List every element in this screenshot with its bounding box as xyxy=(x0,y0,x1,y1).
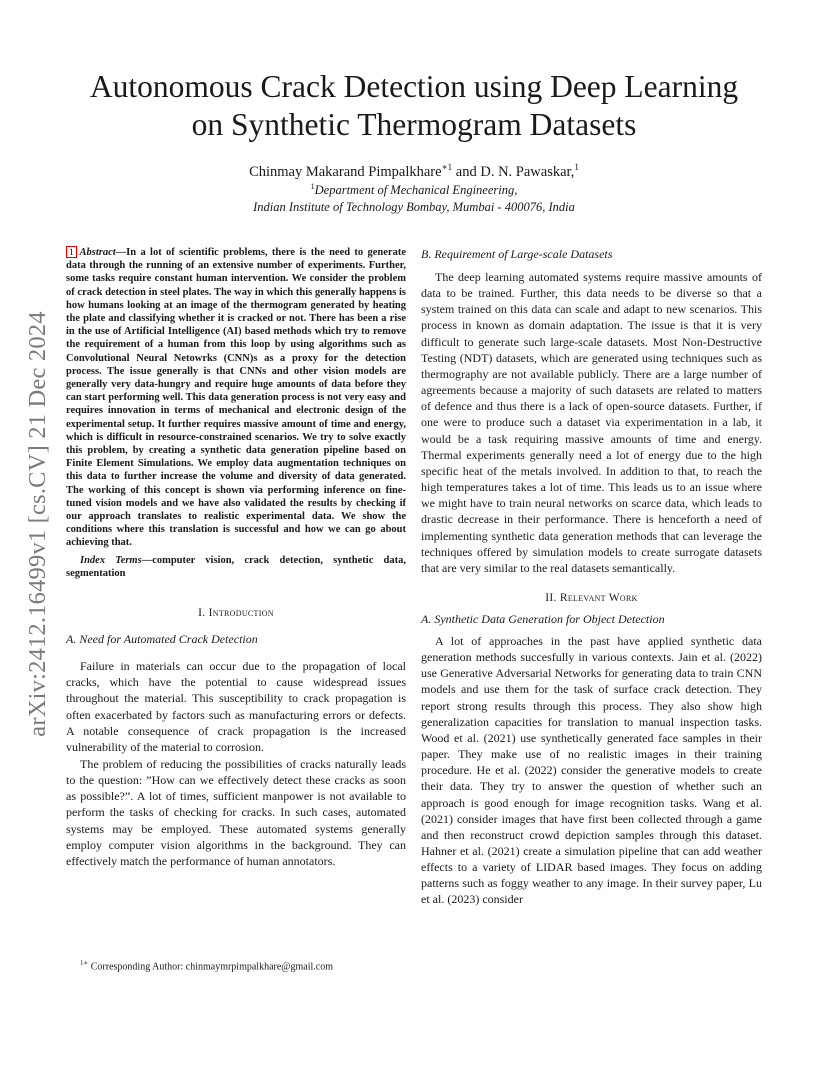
section-introduction-heading: I. Introduction xyxy=(198,607,274,620)
paragraph-intro-1: Failure in materials can occur due to the propagation of local cracks, which have the potential to cause widespread issues throughout the material. This susceptibility to crack propagation is often exacerbated by factors such as manufacturing errors or defects. A notable consequence of crack propagation is the increased vulnerability of the material to corrosion. xyxy=(66,659,406,754)
footnote xyxy=(80,959,333,972)
affiliation-line-2: Indian Institute of Technology Bombay, Mumbai - 400076, India xyxy=(253,200,575,214)
subsection-synthetic-data-heading: A. Synthetic Data Generation for Object Detection xyxy=(421,611,665,626)
author-2-name: and D. N. Pawaskar, xyxy=(452,163,575,180)
author-1-name: Chinmay Makarand Pimpalkhare xyxy=(249,163,442,180)
subsection-crack-detection-heading: A. Need for Automated Crack Detection xyxy=(66,632,258,647)
author-2-mark: 1 xyxy=(574,162,579,172)
author-line xyxy=(40,162,788,181)
abstract-text: —In a lot of scientific problems, there is the need to generate data through the running of an extensive number of experiments. Further, some tasks require constant human intervention. We consider the problem of crack detection in steel plates. The way in which this generally happens is how humans looking at an image of the thermogram generated by heating the plate and classifying whether it is cracked or not. There has been a rise in the use of Artificial Intelligence (AI) based methods which try to remove the requirement of a human from this loop by using algorithms such as Convolutional Neural Netowrks (CNN)s as a proxy for the detection process. The issue generally is that CNNs and other vision models are generally very data-hungry and require huge amounts of data before they can start performing well. This data generation process is not very easy and requires innovation in terms of mechanical and electronic design of the experimental setup. It further requires massive amount of time and energy, which is difficult in resource-constrained scenarios. We try to solve exactly this problem, by creating a synthetic data generation pipeline based on Finite Element Simulations. We employ data augmentation techniques on this data to further increase the volume and diversity of data generated. The working of this concept is shown via performing inference on fine-tuned vision models and we have also validated the results by checking if our approach translates to realistic experimental data. We show the conditions where this translation is successful and how we can go about achieving that. xyxy=(66,247,406,549)
subsection-datasets-heading: B. Requirement of Large-scale Datasets xyxy=(421,247,613,261)
title-line-1: Autonomous Crack Detection using Deep Learning xyxy=(89,69,739,104)
index-terms-text: —computer vision, crack detection, synthetic data, segmentation xyxy=(66,554,406,579)
paragraph-intro-2: The problem of reducing the possibilities of cracks naturally leads to the question: ”How can we effectively detect these cracks as soon as possible?”. A lot of times, sufficient manpower is not available to perform the tasks of checking for cracks. In such cases, automated systems may be employed. These automated systems generally employ computer vision algorithms in the background. They can effectively match the performance of human annotators. xyxy=(66,757,406,868)
right-column xyxy=(421,246,762,908)
arxiv-side-label xyxy=(22,285,54,763)
affiliation-department: Department of Mechanical Engineering, xyxy=(314,183,518,198)
arxiv-identifier: arXiv:2412.16499v1 [cs.CV] 21 Dec 2024 xyxy=(24,311,51,737)
footnote-link[interactable]: 1 xyxy=(66,246,77,258)
paper-title xyxy=(40,68,788,144)
index-terms xyxy=(66,554,406,580)
author-1-mark: ∗1 xyxy=(441,162,453,172)
title-line-2: on Synthetic Thermogram Datasets xyxy=(191,107,637,142)
affiliation-mark: 1 xyxy=(310,182,315,191)
paragraph-datasets: The deep learning automated systems require massive amounts of data to be trained. Further, this data needs to be diverse so that a system trained on this data can scale and adapt to new scenarios. This process in known as domain adaptation. The issue is that it is very difficult to generate such large-scale datasets. Most Non-Destructive Testing (NDT) datasets, which are generated using techniques such as thermography are not available publicly. There are a large number of agreements because a majority of such datasets are related to matters of defence and thus there is a lack of open-source datasets. Further, if one were to produce such a dataset via experimentation in a lab, it would be a task requiring massive amounts of time and energy. Thermal experiments generally need a lot of energy due to the high specific heat of the metals involved. In addition to that, to reach the high temperatures takes a lot of time. This leads us to an issue where we might have to train neural networks on scarce data, which leads to drastic decrease in their performance. There is henceforth a need of implementing synthetic data generation methods that can leverage the techniques offered by simulation models to create surrogate datasets that are very similar to the real datasets semantically. xyxy=(421,270,762,575)
paragraph-related-work: A lot of approaches in the past have applied synthetic data generation methods succesfully in various contexts. Jain et al. (2022) use Generative Adversarial Networks for generating data to train CNN models and use them for the task of surface crack detection. They report strong results through this process. They also show high generalization capacities for translation to manual inspection tasks. Wood et al. (2021) use synthetically generated face samples in their paper. They make use of no realistic images in their training procedure. He et al. (2022) consider the generative models to create their data. They try to answer the question of whether such an approach is good enough for image recognition tasks. Wang et al. (2021) consider images that have first been collected through a game and then reconstruct crowd depiction samples through this dataset. Hahner et al. (2021) create a simulation pipeline that can add weather effects to a variety of LIDAR based images. They focus on adding patterns such as foggy weather to any image. In their survey paper, Lu et al. (2023) consider xyxy=(421,633,762,907)
footnote-mark: 1∗ xyxy=(80,959,89,967)
footnote-text: Corresponding Author: chinmaymrpimpalkhare@gmail.com xyxy=(88,961,333,973)
left-column xyxy=(66,246,406,869)
abstract xyxy=(66,246,406,550)
abstract-label: Abstract xyxy=(79,247,116,258)
index-terms-label: Index Terms xyxy=(80,554,142,566)
section-relevant-work-heading: II. Relevant Work xyxy=(545,591,638,604)
affiliation-line-1 xyxy=(40,182,788,198)
